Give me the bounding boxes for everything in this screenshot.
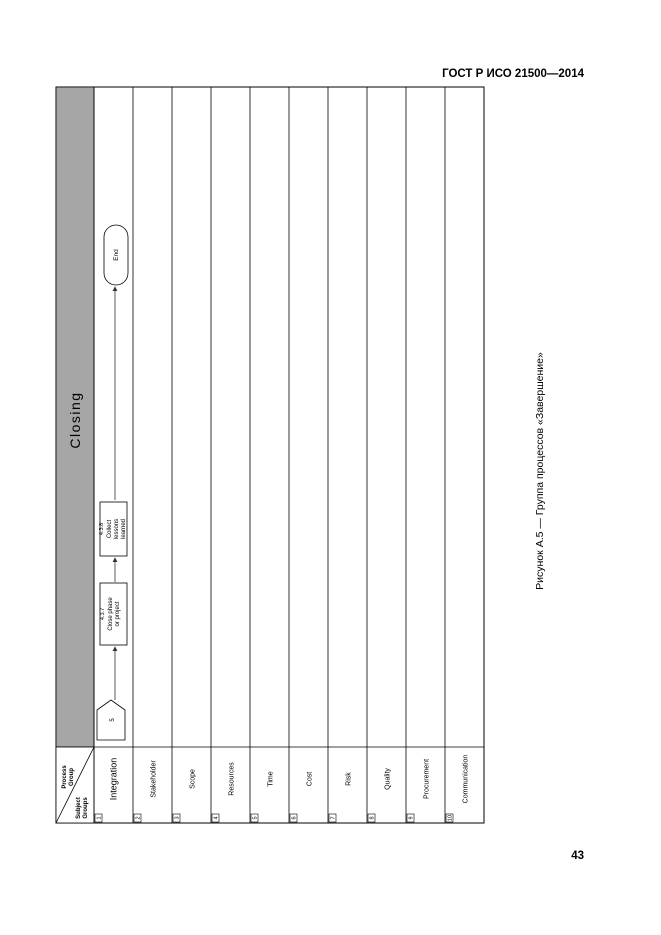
subject-groups-label: Subject — [76, 797, 82, 819]
subject-group-procurement: Procurement — [423, 758, 431, 800]
subject-group-number: 1 — [96, 816, 103, 820]
process-label: Collect — [107, 519, 113, 539]
subject-group-integration: Integration — [108, 757, 119, 801]
process-id: 4.3.8 — [99, 522, 105, 536]
process-group-label-2: Group — [69, 768, 75, 786]
subject-group-number: 9 — [408, 816, 415, 820]
subject-group-number: 7 — [330, 816, 337, 820]
figure-caption: Рисунок А.5 — Группа процессов «Завершение» — [534, 352, 546, 590]
subject-group-time: Time — [267, 771, 275, 787]
subject-group-risk: Risk — [345, 772, 353, 786]
subject-group-number: 3 — [174, 816, 181, 820]
subject-group-number: 6 — [291, 816, 298, 820]
process-label-3: learned — [121, 518, 127, 540]
subject-group-quality: Quality — [384, 768, 392, 790]
subject-group-stakeholder: Stakeholder — [150, 760, 158, 798]
process-label: Close phase — [108, 597, 114, 631]
process-label-2: lessons — [114, 518, 120, 540]
page-number: 43 — [571, 850, 584, 862]
process-group-label: Process — [62, 765, 68, 789]
process-label-2: or project — [115, 601, 121, 627]
subject-group-scope: Scope — [189, 769, 197, 789]
subject-group-number: 5 — [252, 816, 259, 820]
subject-group-resources: Resources — [228, 762, 236, 796]
subject-group-number: 10 — [447, 814, 454, 822]
process-id: 4.3.7 — [100, 607, 106, 621]
subject-group-number: 4 — [213, 816, 220, 820]
subject-group-cost: Cost — [306, 771, 314, 787]
connector-label: 5 — [110, 718, 116, 722]
subject-group-communication: Communication — [462, 754, 470, 804]
end-label: End — [113, 249, 120, 261]
subject-group-number: 2 — [135, 816, 142, 820]
subject-group-number: 8 — [369, 816, 376, 820]
subject-groups-label-2: Groups — [83, 797, 89, 819]
document-standard-header: ГОСТ Р ИСО 21500—2014 — [442, 68, 584, 80]
process-group-title: Closing — [67, 391, 83, 449]
